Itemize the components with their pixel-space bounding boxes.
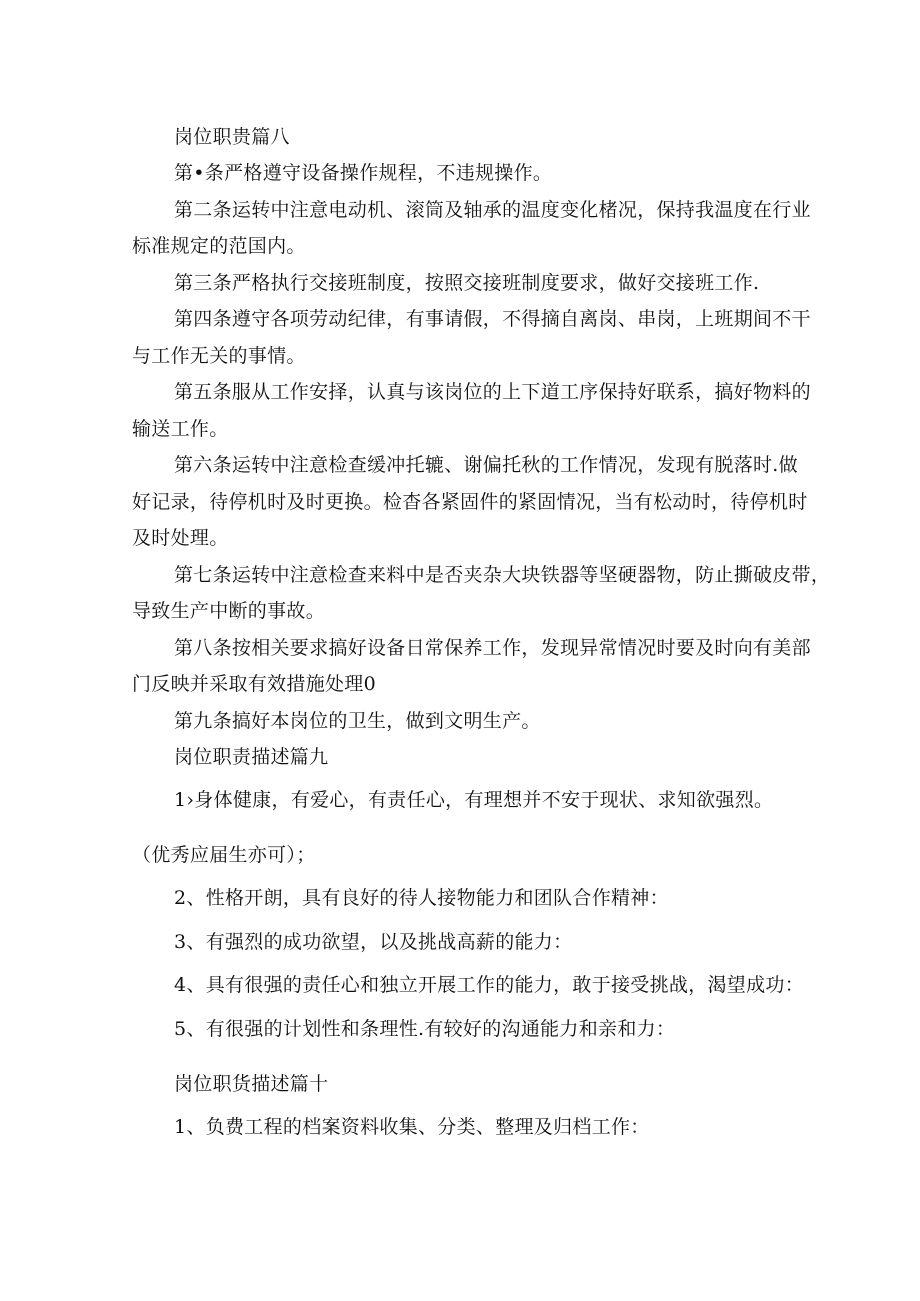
paragraph-line: 输送工作。 [132,418,229,440]
paragraph-line: 及时处理。 [132,527,229,549]
paragraph-line: 好记录，待停机时及时更换。检杳各紧固件的紧固情况，当有松动时，待停机时 [132,491,808,513]
paragraph-line: 门反映并采取有效措施处理0 [132,673,376,695]
list-item: 1›身体健康，有爱心，有责任心，有理想并不安于现状、求知欲强烈。 [174,789,774,811]
section-heading: 岗位职贵篇八 [174,126,290,148]
paragraph-line: 第三条严格执行交接班制度，按照交接班制度要求，做好交接班工作. [174,272,760,294]
paragraph-line: 第九条搞好本岗位的卫生，做到文明生产。 [174,710,541,732]
paragraph-line: 与工作无关的事情。 [132,345,306,367]
paragraph-line: （优秀应届生亦可）； [132,844,316,866]
section-heading: 岗位职责描述篇九 [174,746,329,768]
list-item: 2、性格开朗，具有良好的待人接物能力和团队合作精神： [174,887,669,909]
paragraph-line: 第七条运转中注意检查来料中是否夹杂大块铁器等坚硬器物，防止撕破皮带， [174,564,831,586]
paragraph-line: 标准规定的范国内。 [132,235,306,257]
section-heading: 岗位职货描述篇十 [174,1073,329,1095]
paragraph-line: 第四条遵守各项劳动纪律，有事请假，不得摘自离岗、串岗，上班期间不干 [174,308,811,330]
paragraph-line: 第•条严格遵守设备操作规程，不违规操作。 [174,162,553,184]
paragraph-line: 第二条运转中注意电动机、滚筒及轴承的温度变化楮况，保持我温度在行业 [174,199,811,221]
list-item: 3、有强烈的成功欲望，以及挑战高薪的能力： [174,931,573,953]
list-item: 4、具有很强的责任心和独立开展工作的能力，敢于接受挑战，渴望成功： [174,974,804,996]
list-item: 5、有很强的计划性和条理性.有较好的沟通能力和亲和力： [174,1018,676,1040]
paragraph-line: 第六条运转中注意检查缓冲托辘、谢偏托秋的工作情况，发现有脱落时.做 [174,454,798,476]
list-item: 1、负费工程的档案资料收集、分类、整理及归档工作： [174,1116,650,1138]
paragraph-line: 导致生产中断的事故。 [132,600,326,622]
paragraph-line: 第八条按相关要求搞好设备日常保养工作，发现异常情况时要及时向有美部 [174,637,811,659]
paragraph-line: 第五条服从工作安择，认真与该岗位的上下道工序保持好联系，搞好物料的 [174,381,811,403]
